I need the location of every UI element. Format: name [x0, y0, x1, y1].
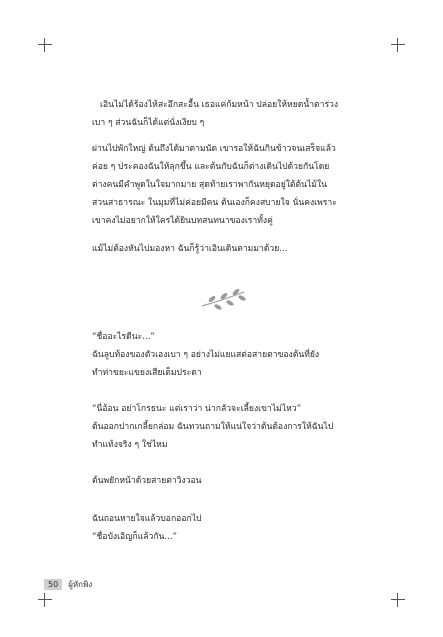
text-line: ทำแท้งจริง ๆ ใช่ไหม — [92, 440, 168, 450]
text-line: ค่อย ๆ ประคองฉันให้ลุกขึ้น และต้นกับฉันก็ต่างเดินไปด้วยกันโดย — [92, 162, 330, 172]
text-line: “ชื่อบังเอิญก็แล้วกัน...” — [92, 532, 178, 542]
page-number: 50 — [44, 579, 62, 590]
crop-mark-top-left — [38, 38, 52, 52]
text-line: ทำท่าขยะแขยงเสียเต็มประดา — [92, 368, 202, 378]
paragraph-3 — [92, 240, 362, 258]
text-line: สวนสาธารณะ ในมุมที่ไม่ค่อยมีคน ต้นเองก็คงสบายใจ นั่นคงเพราะ — [92, 198, 337, 208]
text-line: ฉันลูบท้องของตัวเองเบา ๆ อย่างไม่แยแสต่อสายตาของต้นที่ยัง — [92, 350, 320, 360]
running-title: ผู้หักพิง — [68, 580, 93, 589]
text-line: เขาคงไม่อยากให้ใครได้ยินบทสนทนาของเราทั้งคู่ — [92, 216, 273, 226]
crop-mark-bottom-right — [391, 593, 405, 607]
text-line: เบา ๆ ส่วนฉันก็ได้แต่นั่งเงียบ ๆ — [92, 118, 205, 128]
text-line: เอินไม่ได้ร้องไห้สะอึกสะอื้น เธอแค่ก้มหน้า ปล่อยให้หยดน้ำตาร่วง — [100, 100, 339, 110]
text-line: ต้นพยักหน้าด้วยสายตาวิงวอน — [92, 476, 202, 486]
paragraph-2 — [92, 140, 362, 230]
paragraph-6 — [92, 472, 362, 490]
text-line: แม้ไม่ต้องหันไปมองหา ฉันก็รู้ว่าเอินเดินตามมาด้วย... — [92, 244, 288, 254]
crop-mark-bottom-left — [38, 593, 52, 607]
crop-mark-top-right — [391, 38, 405, 52]
text-line: ฉันถอนหายใจแล้วบอกออกไป — [92, 514, 202, 524]
text-line: “นี่อ้อน อย่าโกรธนะ แต่เราว่า น่ากลัวจะเลี้ยงเขาไม่ไหว” — [92, 404, 302, 414]
leaf-branch-icon — [198, 288, 248, 310]
paragraph-7 — [92, 510, 362, 546]
page-footer — [44, 578, 92, 591]
text-line: ต่างคนมีคำพูดในใจมากมาย สุดท้ายเราพากันหยุดอยู่ใต้ต้นไม้ใน — [92, 180, 328, 190]
paragraph-1 — [92, 96, 362, 132]
paragraph-4 — [92, 328, 362, 382]
text-line: ผ่านไปพักใหญ่ ต้นถึงได้มาตามนัด เขารอให้ฉันกินข้าวจนเสร็จแล้ว — [92, 144, 336, 154]
text-line: “ชื่ออะไรดีนะ...” — [92, 332, 155, 342]
paragraph-5 — [92, 400, 362, 454]
text-line: ต้นออกปากเกลี้ยกล่อม ฉันทวนถามให้แน่ใจว่าต้นต้องการให้ฉันไป — [92, 422, 334, 432]
